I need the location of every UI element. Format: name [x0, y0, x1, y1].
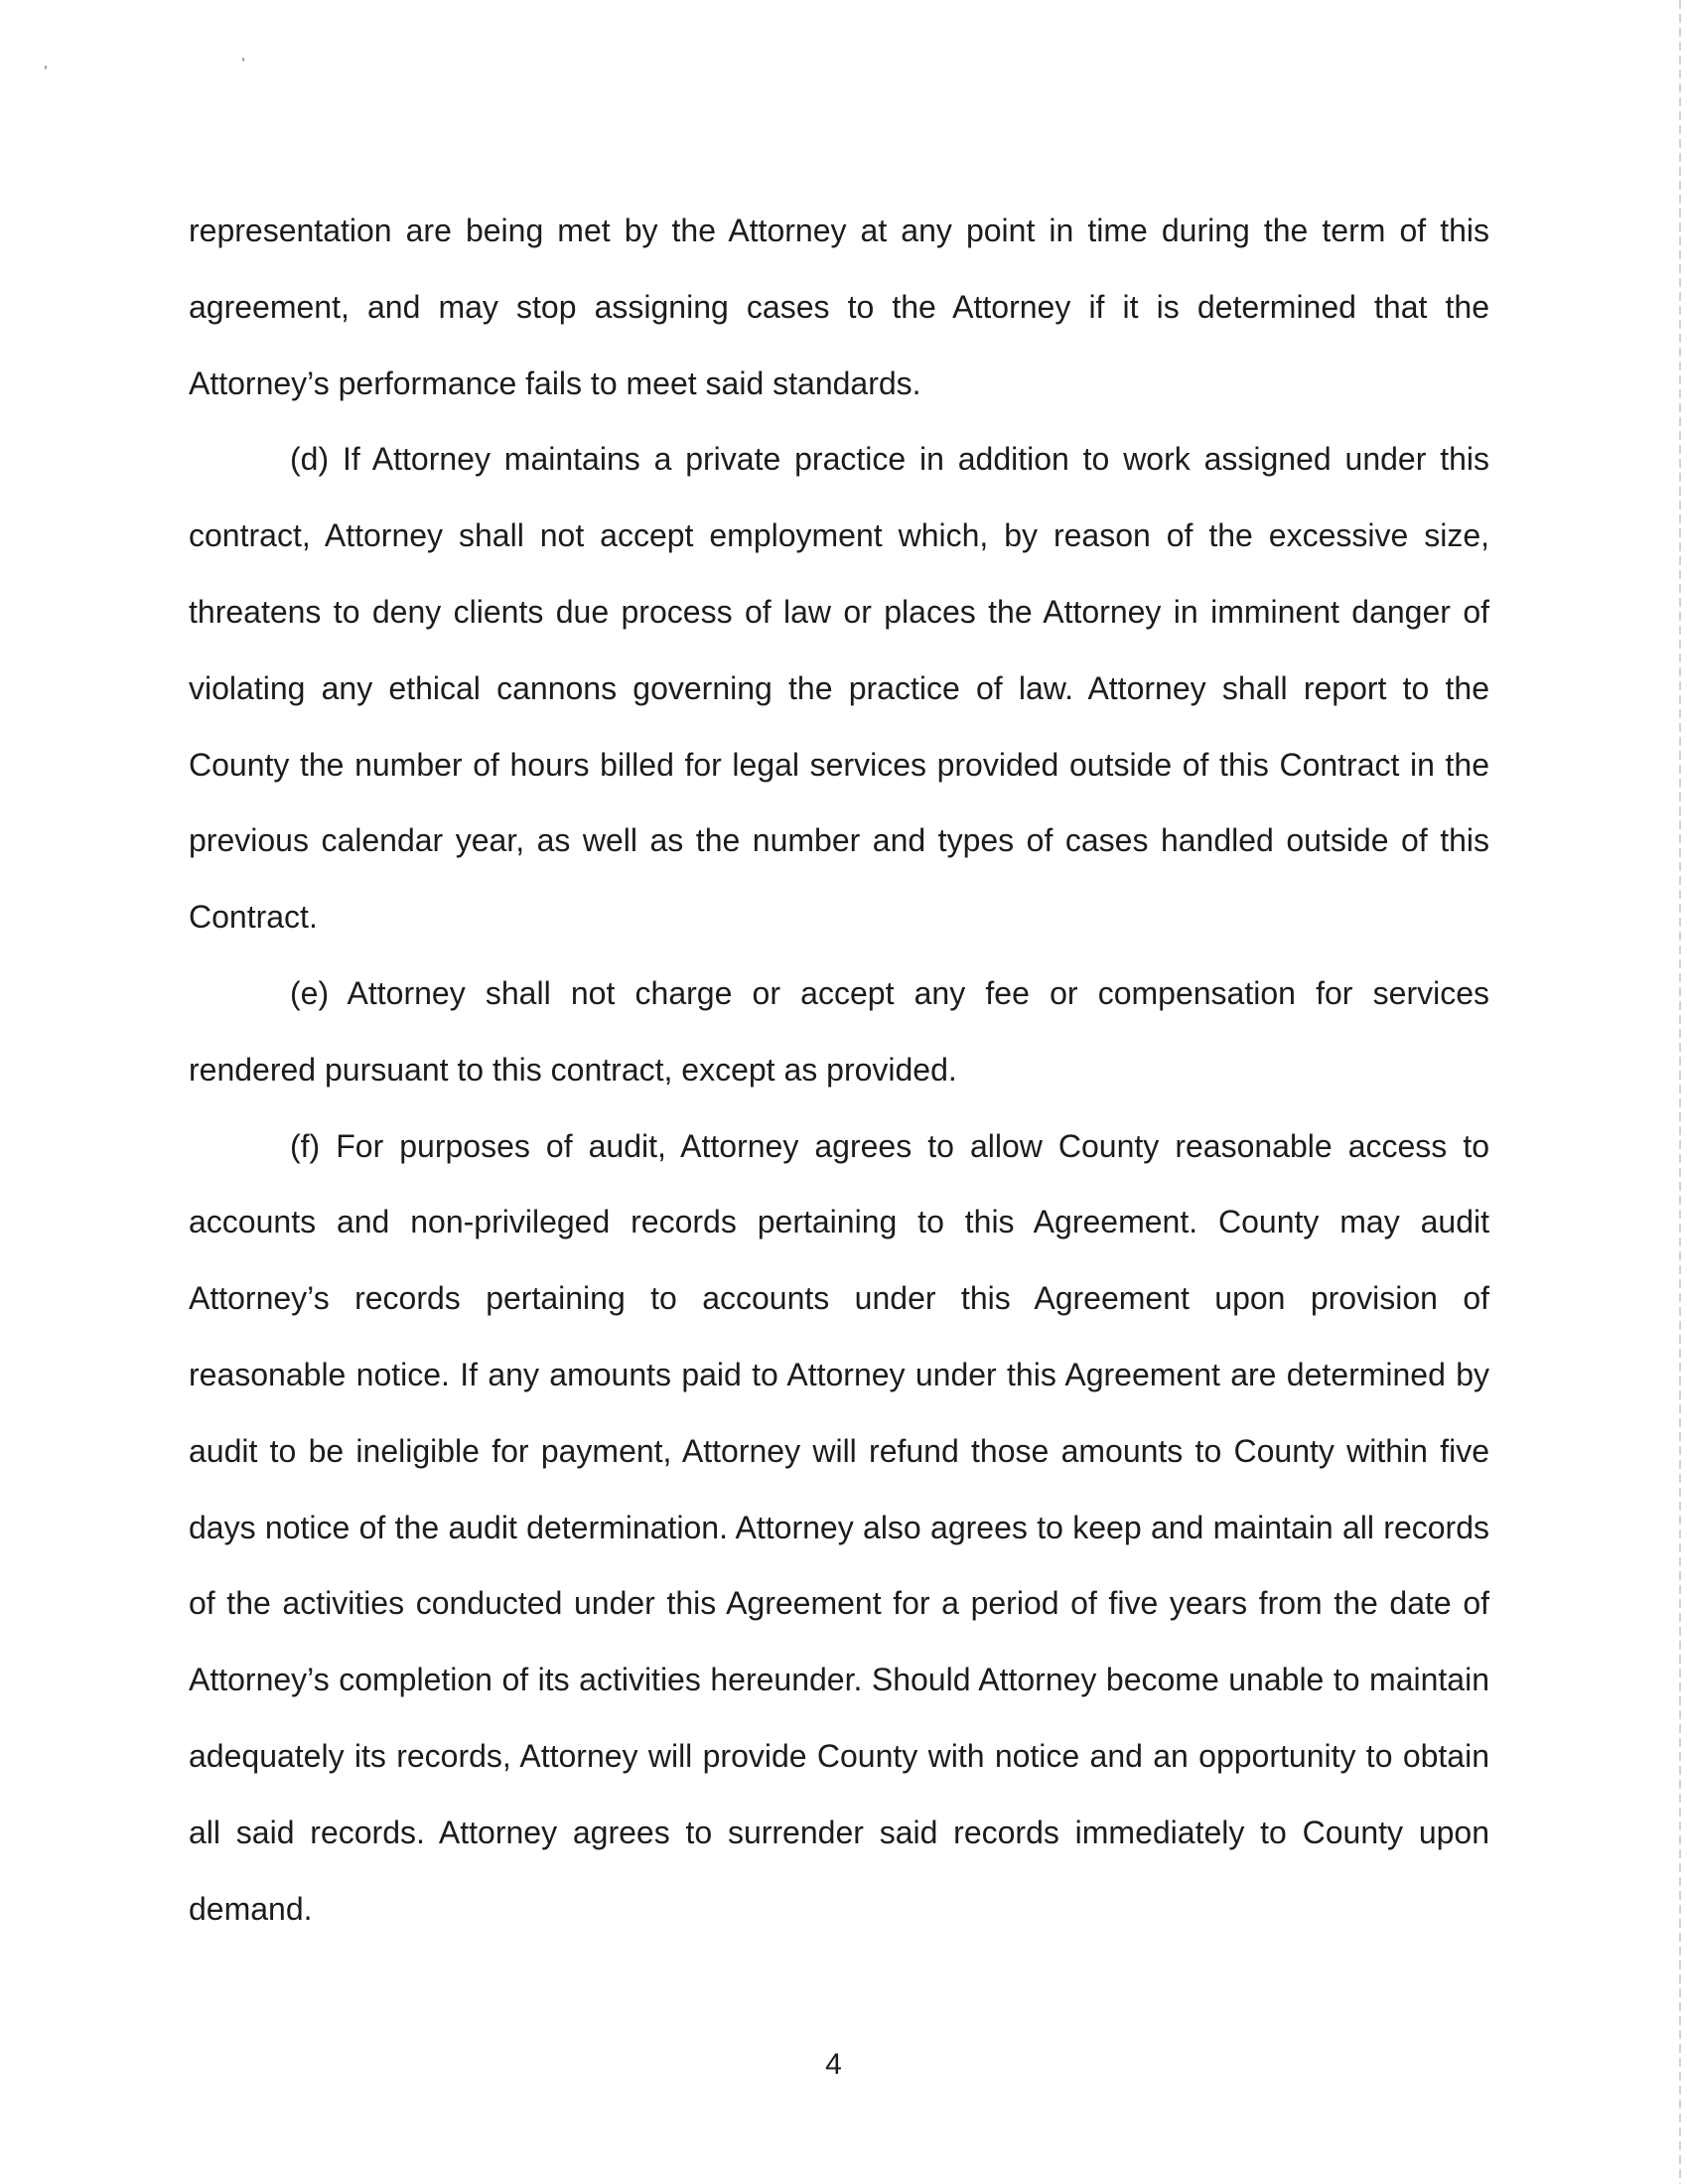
paragraph-f: (f) For purposes of audit, Attorney agrees to allow County reasonable access to accounts and non-privileged records pertaining to this Agreement. County may audit Attorney’s records pertaining to accounts under this Agreement upon provision of reasonable notice. If any amounts paid to Attorney under this Agreement are determined by audit to be ineligible for payment, Attorney will refund those amounts to County within five days notice of the audit determination. Attorney also agrees to keep and maintain all records of the activities conducted under this Agreement for a period of five years from the date of Attorney’s completion of its activities hereunder. Should Attorney become unable to maintain adequately its records, Attorney will provide County with notice and an opportunity to obtain all said records. Attorney agrees to surrender said records immediately to County upon demand.	[189, 1127, 1489, 1927]
paragraph-continued: representation are being met by the Attorney at any point in time during the term of this agreement, and may stop assigning cases to the Attorney if it is determined that the Attorney’s performance fails to meet said standards.	[189, 213, 1489, 401]
scan-marks: , '	[44, 55, 341, 71]
body-text	[189, 193, 1489, 1947]
paragraph-e: (e) Attorney shall not charge or accept any fee or compensation for services rendered pursuant to this contract, except as provided.	[189, 974, 1489, 1088]
scan-edge-line	[1679, 0, 1681, 2184]
paragraph-d: (d) If Attorney maintains a private practice in addition to work assigned under this contract, Attorney shall not accept employment which, by reason of the excessive size, threatens to deny clients due process of law or places the Attorney in imminent danger of violating any ethical cannons governing the practice of law. Attorney shall report to the County the number of hours billed for legal services provided outside of this Contract in the previous calendar year, as well as the number and types of cases handled outside of this Contract.	[189, 441, 1489, 936]
page-number: 4	[825, 2048, 842, 2081]
